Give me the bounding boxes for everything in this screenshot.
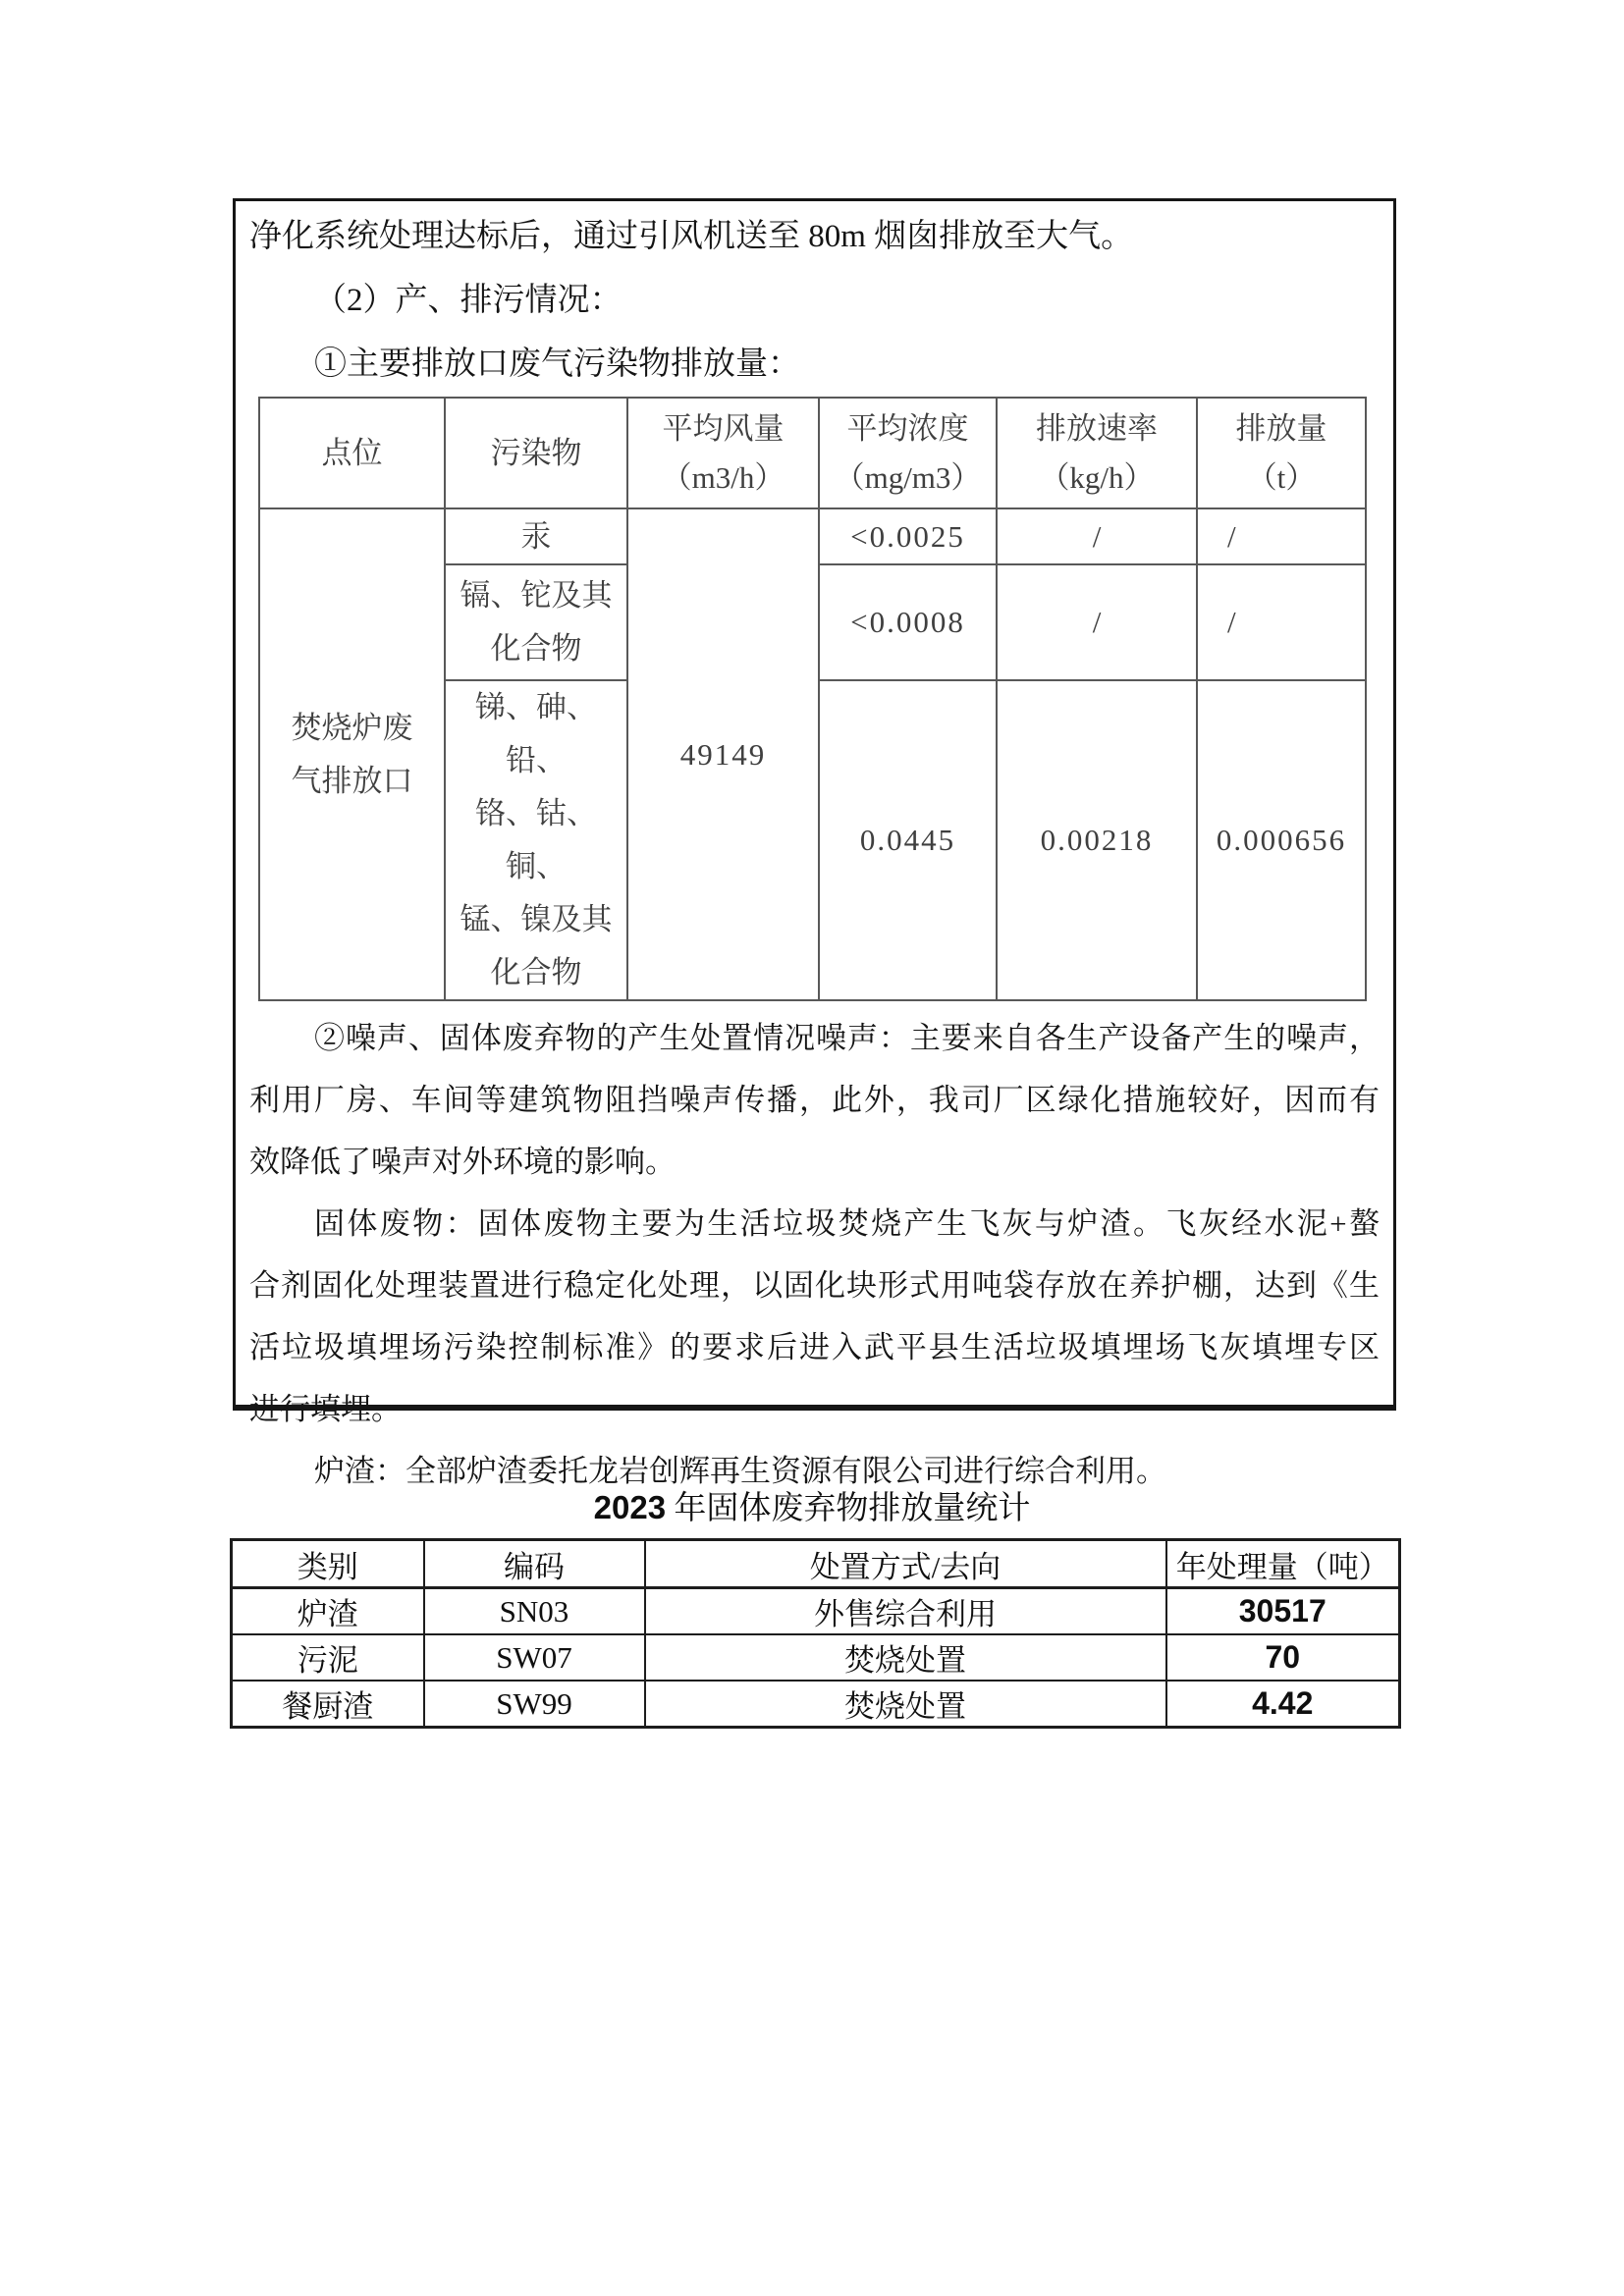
amount-cell: / <box>1197 564 1366 680</box>
title-year: 2023 <box>593 1489 667 1525</box>
rate-cell: 0.00218 <box>997 680 1197 1000</box>
site-cell: 焚烧炉废 气排放口 <box>259 508 445 1000</box>
intro-paragraph: 净化系统处理达标后，通过引风机送至 80m 烟囱排放至大气。 <box>249 219 1134 254</box>
method-cell: 焚烧处置 <box>645 1634 1166 1681</box>
amount-cell: / <box>1197 508 1366 564</box>
code-cell: SW99 <box>424 1681 645 1728</box>
rate-cell: / <box>997 564 1197 680</box>
paragraph-line: 固体废物：固体废物主要为生活垃圾焚烧产生飞灰与炉渣。飞灰经水泥+螯 <box>314 1206 1380 1241</box>
table-row-sludge <box>232 1634 1400 1681</box>
section-2-heading: （2）产、排污情况： <box>314 283 623 318</box>
emission-table-header-row <box>259 398 1366 508</box>
paragraph-line: 活垃圾填埋场污染控制标准》的要求后进入武平县生活垃圾填埋场飞灰填埋专区 <box>249 1330 1380 1364</box>
pollutant-cell: 锑、砷、铅、 铬、钴、铜、 锰、镍及其 化合物 <box>445 680 627 1000</box>
col-header-category: 类别 <box>232 1540 424 1588</box>
emission-table <box>258 397 1367 1001</box>
table-row-kitchen-waste <box>232 1681 1400 1728</box>
solid-waste-table-title <box>0 1482 1624 1528</box>
paragraph-line: 利用厂房、车间等建筑物阻挡噪声传播，此外，我司厂区绿化措施较好，因而有 <box>249 1083 1380 1117</box>
category-cell: 污泥 <box>232 1634 424 1681</box>
code-cell: SW07 <box>424 1634 645 1681</box>
amount-cell: 30517 <box>1166 1588 1400 1635</box>
solid-waste-table <box>230 1538 1401 1729</box>
pollutant-cell: 镉、铊及其 化合物 <box>445 564 627 680</box>
col-header-code: 编码 <box>424 1540 645 1588</box>
col-header-disposal-method: 处置方式/去向 <box>645 1540 1166 1588</box>
paragraph-line: 进行填埋。 <box>249 1392 402 1426</box>
amount-cell: 70 <box>1166 1634 1400 1681</box>
amount-cell: 0.000656 <box>1197 680 1366 1000</box>
paragraph-line: ②噪声、固体废弃物的产生处置情况噪声：主要来自各生产设备产生的噪声， <box>314 1021 1380 1055</box>
code-cell: SN03 <box>424 1588 645 1635</box>
avg-flow-cell: 49149 <box>627 508 819 1000</box>
col-header-site: 点位 <box>259 398 445 508</box>
paragraph-line: 合剂固化处理装置进行稳定化处理，以固化块形式用吨袋存放在养护棚，达到《生 <box>249 1268 1380 1303</box>
col-header-emission-amount: 排放量 （t） <box>1197 398 1366 508</box>
table-row-slag <box>232 1588 1400 1635</box>
rate-cell: / <box>997 508 1197 564</box>
table-row-mercury <box>259 508 1366 564</box>
col-header-emission-rate: 排放速率 （kg/h） <box>997 398 1197 508</box>
concentration-cell: <0.0025 <box>819 508 997 564</box>
col-header-avg-flow: 平均风量 （m3/h） <box>627 398 819 508</box>
solid-waste-header-row <box>232 1540 1400 1588</box>
concentration-cell: <0.0008 <box>819 564 997 680</box>
col-header-annual-amount: 年处理量（吨） <box>1166 1540 1400 1588</box>
paragraph-line: 效降低了噪声对外环境的影响。 <box>249 1145 676 1179</box>
concentration-cell: 0.0445 <box>819 680 997 1000</box>
amount-cell: 4.42 <box>1166 1681 1400 1728</box>
report-text-box <box>233 198 1396 1488</box>
col-header-pollutant: 污染物 <box>445 398 627 508</box>
method-cell: 焚烧处置 <box>645 1681 1166 1728</box>
col-header-avg-concentration: 平均浓度 （mg/m3） <box>819 398 997 508</box>
category-cell: 餐厨渣 <box>232 1681 424 1728</box>
title-text: 年固体废弃物排放量统计 <box>666 1491 1031 1526</box>
paragraph-line: 炉渣：全部炉渣委托龙岩创辉再生资源有限公司进行综合利用。 <box>314 1454 1166 1488</box>
method-cell: 外售综合利用 <box>645 1588 1166 1635</box>
body-paragraphs <box>249 1007 1380 1502</box>
pollutant-cell: 汞 <box>445 508 627 564</box>
subsection-1-heading: ①主要排放口废气污染物排放量： <box>314 347 800 382</box>
category-cell: 炉渣 <box>232 1588 424 1635</box>
